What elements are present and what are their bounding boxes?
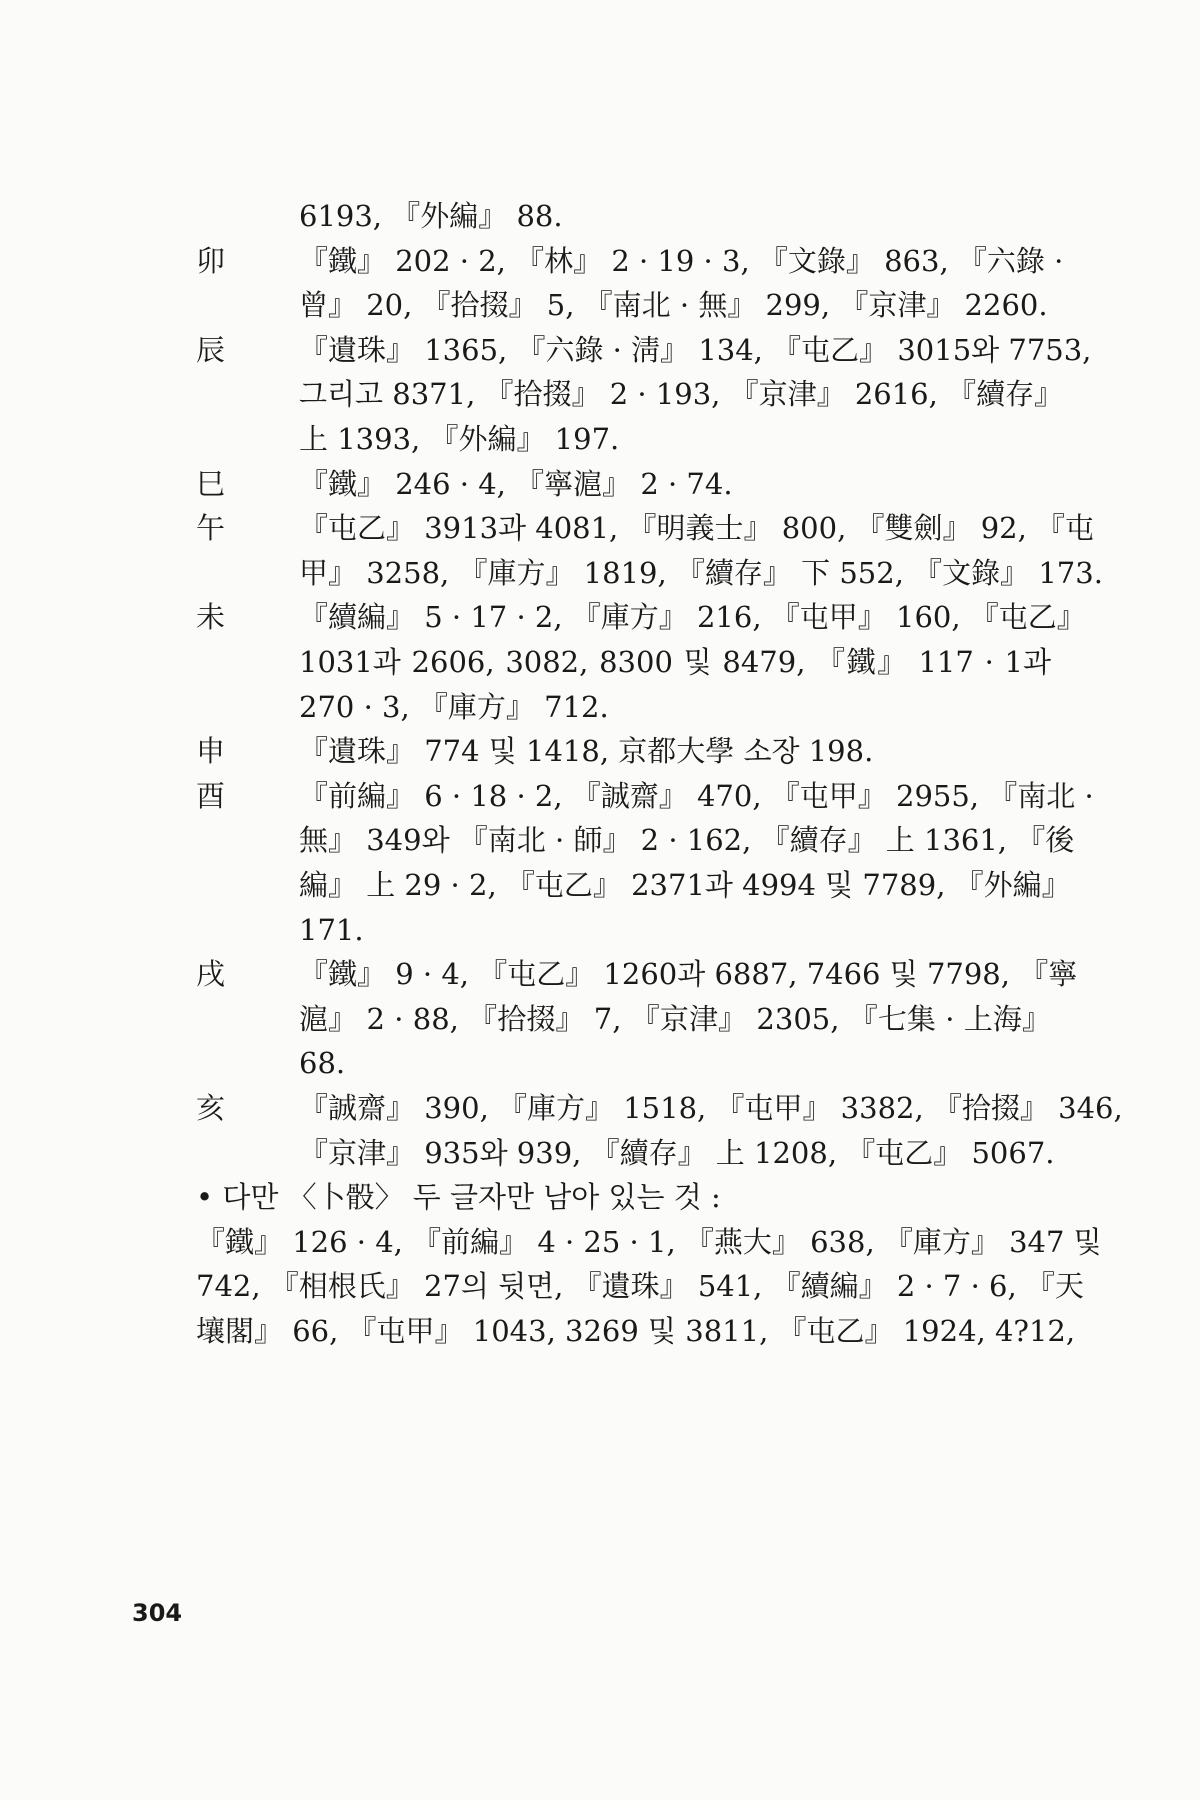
entry-text-line: 1031과 2606, 3082, 8300 및 8479, 『鐵』 117 · 1과 [299,645,1051,679]
entry-label: 卯 [196,243,226,278]
entry-label: 未 [196,600,226,635]
entry-text-line: 『屯乙』 3913과 4081, 『明義士』 800, 『雙劍』 92, 『屯 [299,511,1095,546]
entry-text-line: 『前編』 6 · 18 · 2, 『誠齋』 470, 『屯甲』 2955, 『南北 · [299,778,1094,813]
entry-text-line: 『鐵』 202 · 2, 『林』 2 · 19 · 3, 『文錄』 863, 『六錄 · [299,243,1064,278]
entry-text-line: 『續編』 5 · 17 · 2, 『庫方』 216, 『屯甲』 160, 『屯乙』 [299,600,1086,635]
entry-label: 亥 [196,1091,226,1125]
entry-label: 巳 [196,466,226,501]
entry-text-line: 曾』 20, 『拾掇』 5, 『南北 · 無』 299, 『京津』 2260. [299,288,1048,323]
entry-text-line: 171. [299,912,364,947]
entry-text-line: 『遺珠』 774 및 1418, 京都大學 소장 198. [299,734,874,769]
note-heading: • 다만 〈卜骰〉 두 글자만 남아 있는 것 : [196,1180,721,1215]
entry-text-line: 滬』 2 · 88, 『拾掇』 7, 『京津』 2305, 『七集 · 上海』 [299,1001,1051,1036]
entry-text-line: 270 · 3, 『庫方』 712. [299,689,609,724]
page-number: 304 [132,1599,183,1627]
entry-text-line: 上 1393, 『外編』 197. [299,422,620,456]
entry-label: 戌 [196,957,226,992]
entry-text-line: 無』 349와 『南北 · 師』 2 · 162, 『續存』 上 1361, 『後 [299,823,1075,858]
entry-text-line: 『鐵』 246 · 4, 『寧滬』 2 · 74. [299,466,733,501]
continuation-line: 6193, 『外編』 88. [299,199,563,233]
entry-label: 辰 [196,332,226,367]
note-text-line: 742, 『相根氏』 27의 뒷면, 『遺珠』 541, 『續編』 2 · 7 · 6, 『天 [196,1269,1084,1304]
note-text-line: 『鐵』 126 · 4, 『前編』 4 · 25 · 1, 『燕大』 638, 『庫方』 347 및 [196,1224,1102,1259]
entry-text-line: 『京津』 935와 939, 『續存』 上 1208, 『屯乙』 5067. [299,1135,1055,1170]
note-text-line: 壤閣』 66, 『屯甲』 1043, 3269 및 3811, 『屯乙』 1924, 4?12, [196,1314,1076,1348]
entry-text-line: 『鐵』 9 · 4, 『屯乙』 1260과 6887, 7466 및 7798, 『寧 [299,957,1078,992]
entry-text-line: 『誠齋』 390, 『庫方』 1518, 『屯甲』 3382, 『拾掇』 346, [299,1091,1123,1125]
entry-text-line: 編』 上 29 · 2, 『屯乙』 2371과 4994 및 7789, 『外編』 [299,868,1071,902]
entry-text-line: 『遺珠』 1365, 『六錄 · 淸』 134, 『屯乙』 3015와 7753, [299,332,1092,367]
entry-text-line: 甲』 3258, 『庫方』 1819, 『續存』 下 552, 『文錄』 173. [299,555,1103,590]
entry-label: 酉 [196,778,226,813]
entry-label: 午 [196,511,226,546]
entry-text-line: 68. [299,1046,346,1081]
entry-label: 申 [196,734,226,769]
entry-text-line: 그리고 8371, 『拾掇』 2 · 193, 『京津』 2616, 『續存』 [299,377,1064,412]
